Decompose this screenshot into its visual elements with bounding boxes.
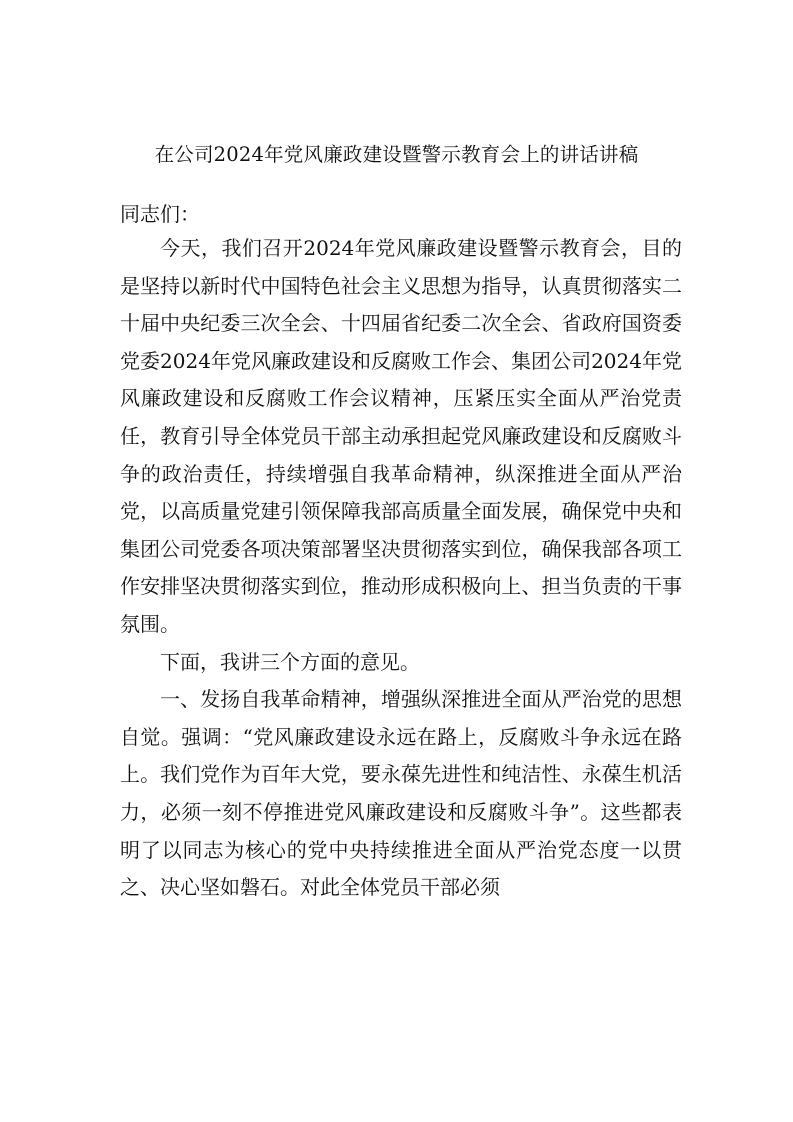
paragraph-outline: 下面，我讲三个方面的意见。: [160, 649, 420, 674]
document-title: 在公司2024年党风廉政建设暨警示教育会上的讲话讲稿: [154, 143, 639, 166]
paragraph-section-one: 一、发扬自我革命精神，增强纵深推进全面从严治党的思想自觉。强调：“党风廉政建设永远在路上，反腐败斗争永远在路上。我们党作为百年大党，要永葆先进性和纯洁性、永葆生机活力，必须一刻不停推进党风廉政建设和反腐败斗争”。这些都表明了以同志为核心的党中央持续推进全面从严治党态度一以贯之、决心坚如磐石。对此全体党员干部必须: [120, 687, 682, 900]
paragraph-opening: 今天，我们召开2024年党风廉政建设暨警示教育会，目的是坚持以新时代中国特色社会主义思想为指导，认真贯彻落实二十届中央纪委三次全会、十四届省纪委二次全会、省政府国资委党委2024年党风廉政建设和反腐败工作会、集团公司2024年党风廉政建设和反腐败工作会议精神，压紧压实全面从严治党责任，教育引导全体党员干部主动承担起党风廉政建设和反腐败斗争的政治责任，持续增强自我革命精神，纵深推进全面从严治党，以高质量党建引领保障我部高质量全面发展，确保党中央和集团公司党委各项决策部署坚决贯彻落实到位，确保我部各项工作安排坚决贯彻落实到位，推动形成积极向上、担当负责的干事氛围。: [120, 236, 682, 636]
document-body: [120, 230, 682, 907]
greeting: 同志们：: [120, 202, 200, 226]
